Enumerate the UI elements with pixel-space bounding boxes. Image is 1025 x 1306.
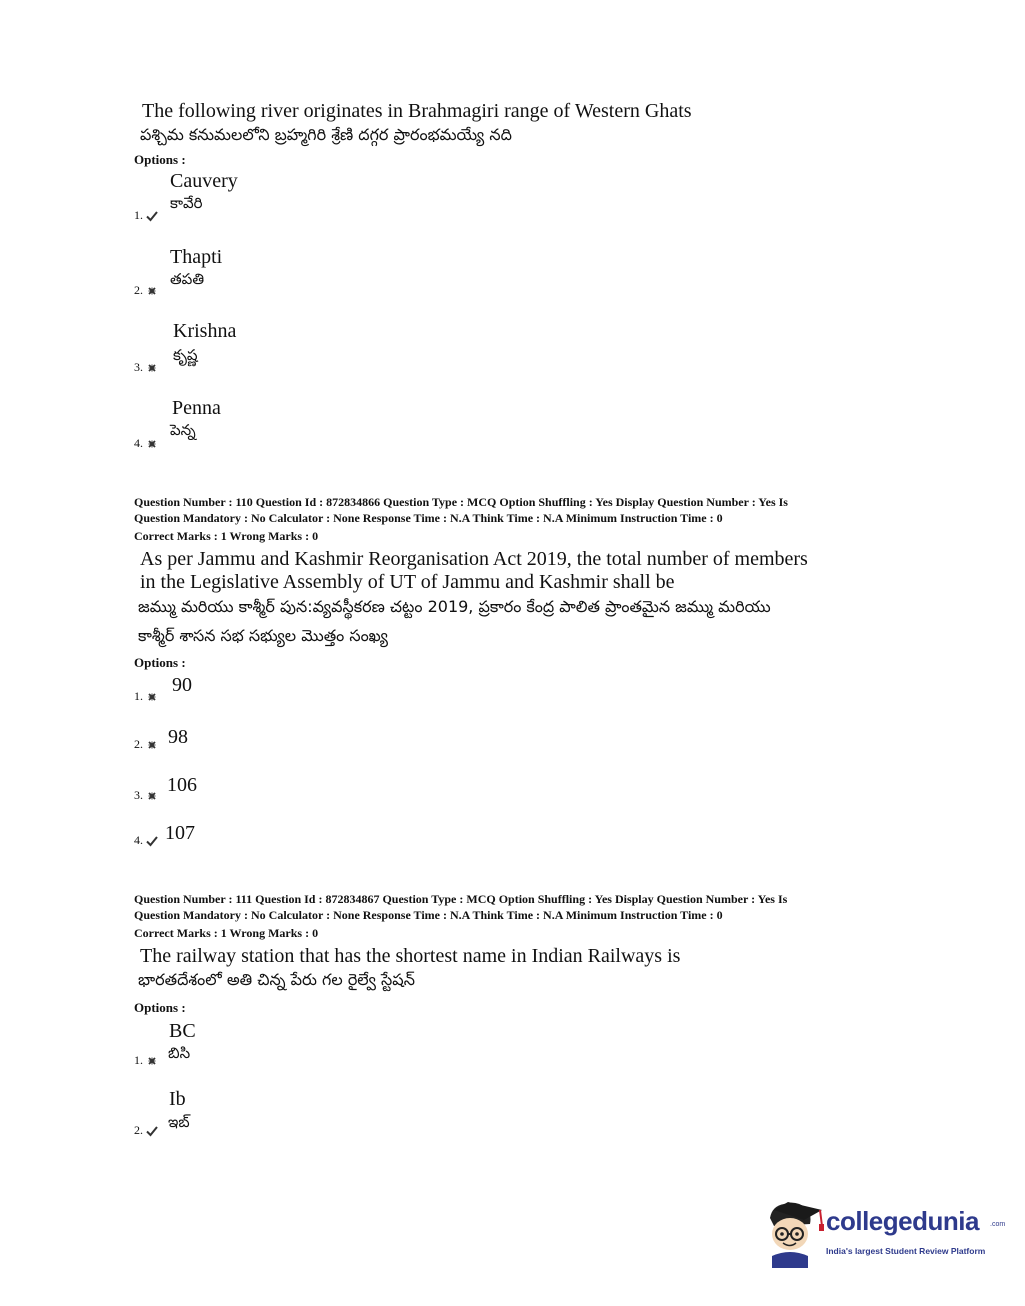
q109-option-2-marker: 2. [134, 283, 158, 298]
q109-question-en: The following river originates in Brahmagiri range of Western Ghats [142, 100, 692, 122]
q110-option-1-value: 90 [172, 674, 192, 696]
q109-option-4-en: Penna [172, 397, 221, 419]
q109-option-4-marker: 4. [134, 436, 158, 451]
q110-option-2-marker: 2. [134, 737, 158, 752]
q110-marks: Correct Marks : 1 Wrong Marks : 0 [134, 529, 319, 543]
q110-question-te-line-2: కాశ్మీర్ శాసన సభ సభ్యుల మొత్తం సంఖ్య [138, 626, 388, 645]
collegedunia-logo [766, 1196, 1006, 1276]
q111-option-1-en: BC [169, 1020, 196, 1042]
q110-meta-line-2: Question Mandatory : No Calculator : None Response Time : N.A Think Time : N.A Minimum Instruction Time : 0 [134, 510, 723, 525]
q110-options-label: Options : [134, 655, 186, 670]
q111-question-te: భారతదేశంలో అతి చిన్న పేరు గల రైల్వే స్టేషన్ [138, 970, 415, 989]
student-mascot-icon [766, 1196, 826, 1268]
wrong-cross-icon [146, 1055, 158, 1067]
q109-option-2-en: Thapti [170, 246, 223, 268]
correct-check-icon [146, 210, 158, 222]
q109-options-label: Options : [134, 152, 186, 167]
q110-option-4-value: 107 [165, 822, 195, 844]
q111-option-2-en: Ib [169, 1088, 186, 1110]
q109-option-3-te: కృష్ణ [173, 346, 198, 364]
q110-option-1-marker: 1. [134, 689, 158, 704]
correct-check-icon [146, 835, 158, 847]
q109-option-1-marker: 1. [134, 208, 158, 223]
q110-question-en-line-2: in the Legislative Assembly of UT of Jammu and Kashmir shall be [140, 571, 675, 593]
correct-check-icon [146, 1125, 158, 1137]
q109-option-2-te: తపతి [170, 270, 205, 288]
q111-question-en: The railway station that has the shortest name in Indian Railways is [140, 945, 681, 967]
logo-domain: .com [990, 1221, 1006, 1228]
q111-meta-line-2: Question Mandatory : No Calculator : None Response Time : N.A Think Time : N.A Minimum Instruction Time : 0 [134, 907, 723, 922]
q109-option-1-en: Cauvery [170, 170, 238, 192]
wrong-cross-icon [146, 790, 158, 802]
q109-option-4-te: పెన్న [170, 421, 196, 439]
logo-tagline: India's largest Student Review Platform [826, 1246, 986, 1256]
q110-option-3-marker: 3. [134, 788, 158, 803]
q111-options-label: Options : [134, 1000, 186, 1015]
q110-question-te-line-1: జమ్ము మరియు కాశ్మీర్ పున:వ్యవస్థీకరణ చట్టం 2019, ప్రకారం కేంద్ర పాలిత ప్రాంతమైన జమ్ము మరియు [138, 597, 771, 616]
logo-wordmark: collegedunia [826, 1206, 979, 1236]
wrong-cross-icon [146, 438, 158, 450]
q111-marks: Correct Marks : 1 Wrong Marks : 0 [134, 926, 319, 940]
q110-meta-line-1: Question Number : 110 Question Id : 872834866 Question Type : MCQ Option Shuffling : Yes Display Question Number : Yes Is [134, 495, 788, 509]
wrong-cross-icon [146, 739, 158, 751]
wrong-cross-icon [146, 285, 158, 297]
q109-question-te: పశ్చిమ కనుమలలోని బ్రహ్మగిరి శ్రేణి దగ్గర ప్రారంభమయ్యే నది [140, 125, 512, 144]
q111-option-2-te: ఇబ్ [168, 1113, 190, 1131]
q109-option-3-marker: 3. [134, 360, 158, 375]
q109-option-1-te: కావేరి [170, 194, 203, 212]
wrong-cross-icon [146, 362, 158, 374]
q111-option-1-te: బిసి [168, 1044, 191, 1062]
q111-meta [134, 892, 894, 923]
q111-option-1-marker: 1. [134, 1053, 158, 1068]
wrong-cross-icon [146, 691, 158, 703]
q109-option-3-en: Krishna [173, 320, 237, 342]
q111-meta-line-1: Question Number : 111 Question Id : 872834867 Question Type : MCQ Option Shuffling : Yes Display Question Number : Yes Is [134, 892, 788, 906]
q110-option-3-value: 106 [167, 774, 197, 796]
q111-option-2-marker: 2. [134, 1123, 158, 1138]
q110-question-en-line-1: As per Jammu and Kashmir Reorganisation Act 2019, the total number of members [140, 548, 808, 570]
q110-option-2-value: 98 [168, 726, 188, 748]
q110-meta [134, 495, 894, 526]
q110-option-4-marker: 4. [134, 833, 158, 848]
